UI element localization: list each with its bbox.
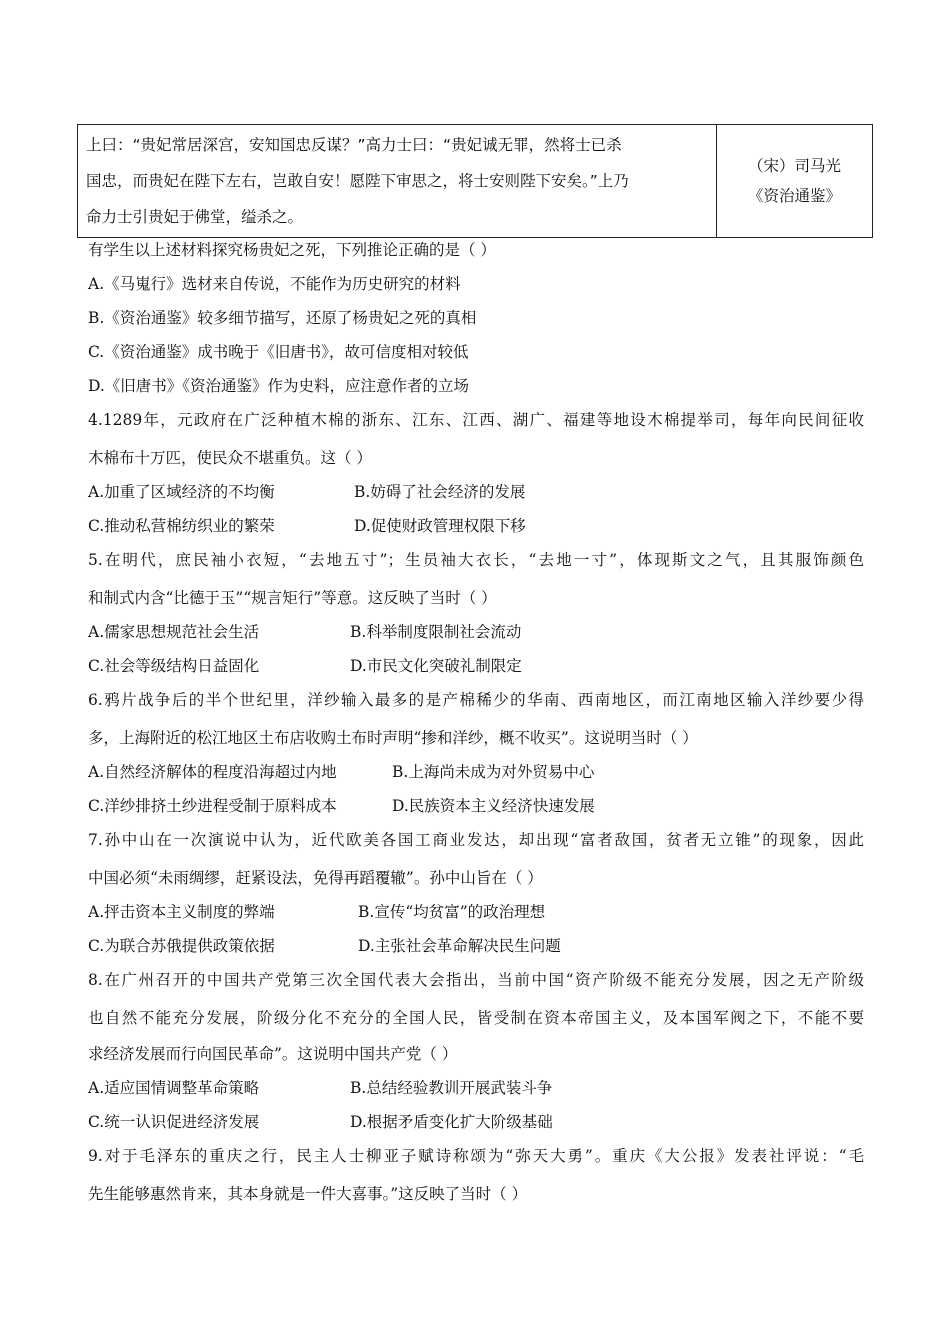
source-quote-line: 上曰：“贵妃常居深宫，安知国忠反谋？”高力士曰：“贵妃诚无罪，然将士已杀 (86, 136, 622, 154)
q7-option-a: A.抨击资本主义制度的弊端 (88, 903, 275, 921)
q6-option-c: C.洋纱排挤土纱进程受制于原料成本 (88, 797, 337, 815)
q7-stem-line: 7.孙中山在一次演说中认为，近代欧美各国工商业发达，却出现“富者敌国，贫者无立锥”的现象，因此 (88, 831, 864, 849)
q4-option-b: B.妨碍了社会经济的发展 (354, 483, 526, 501)
q7-option-b: B.宣传“均贫富”的政治理想 (358, 903, 546, 921)
source-citation (717, 125, 873, 238)
q7-option-d: D.主张社会革命解决民生问题 (358, 937, 561, 955)
q4-option-c: C.推动私营棉纺织业的繁荣 (88, 517, 275, 535)
q6-option-d: D.民族资本主义经济快速发展 (392, 797, 595, 815)
q9-stem-line: 先生能够惠然肯来，其本身就是一件大喜事。”这反映了当时（ ） (88, 1185, 528, 1203)
q5-option-a: A.儒家思想规范社会生活 (88, 623, 260, 641)
q8-option-d: D.根据矛盾变化扩大阶级基础 (350, 1113, 553, 1131)
q6-stem-line: 多，上海附近的松江地区土布店收购土布时声明“掺和洋纱，概不收买”。这说明当时（ ） (88, 729, 698, 747)
q3-option-a: A.《马嵬行》选材来自传说，不能作为历史研究的材料 (88, 275, 461, 293)
q5-option-d: D.市民文化突破礼制限定 (350, 657, 522, 675)
source-quote (78, 125, 717, 238)
source-quote-line: 命力士引贵妃于佛堂，缢杀之。 (86, 208, 304, 226)
q6-option-a: A.自然经济解体的程度沿海超过内地 (88, 763, 337, 781)
q8-option-a: A.适应国情调整革命策略 (88, 1079, 260, 1097)
q4-option-d: D.促使财政管理权限下移 (354, 517, 526, 535)
source-quote-line: 国忠，而贵妃在陛下左右，岂敢自安！愿陛下审思之，将士安则陛下安矣。”上乃 (86, 172, 629, 190)
q7-option-c: C.为联合苏俄提供政策依据 (88, 937, 275, 955)
q5-stem-line: 和制式内含“比德于玉”“规言矩行”等意。这反映了当时（ ） (88, 589, 497, 607)
q6-stem-line: 6.鸦片战争后的半个世纪里，洋纱输入最多的是产棉稀少的华南、西南地区，而江南地区输入洋纱要少得 (88, 691, 864, 709)
q5-option-b: B.科举制度限制社会流动 (350, 623, 522, 641)
q9-stem-line: 9.对于毛泽东的重庆之行，民主人士柳亚子赋诗称颂为“弥天大勇”。重庆《大公报》发表社评说：“毛 (88, 1147, 864, 1165)
q4-stem-line: 4.1289年，元政府在广泛种植木棉的浙东、江东、江西、湖广、福建等地设木棉提举司，每年向民间征收 (88, 411, 864, 429)
q3-option-d: D.《旧唐书》《资治通鉴》作为史料，应注意作者的立场 (88, 377, 470, 395)
q8-option-c: C.统一认识促进经济发展 (88, 1113, 260, 1131)
source-author: （宋）司马光 (747, 157, 841, 175)
q3-stem: 有学生以上述材料探究杨贵妃之死，下列推论正确的是（ ） (88, 241, 496, 259)
source-book: 《资治通鉴》 (747, 187, 841, 205)
q8-stem-line: 8.在广州召开的中国共产党第三次全国代表大会指出，当前中国“资产阶级不能充分发展，因之无产阶级 (88, 971, 864, 989)
source-table (77, 124, 873, 238)
q4-option-a: A.加重了区域经济的不均衡 (88, 483, 275, 501)
q6-option-b: B.上海尚未成为对外贸易中心 (392, 763, 595, 781)
q4-stem-line: 木棉布十万匹，使民众不堪重负。这（ ） (88, 449, 372, 467)
q3-option-c: C.《资治通鉴》成书晚于《旧唐书》，故可信度相对较低 (88, 343, 469, 361)
q3-option-b: B.《资治通鉴》较多细节描写，还原了杨贵妃之死的真相 (88, 309, 477, 327)
q8-stem-line: 求经济发展而行向国民革命”。这说明中国共产党（ ） (88, 1045, 458, 1063)
q5-stem-line: 5.在明代，庶民袖小衣短，“去地五寸”；生员袖大衣长，“去地一寸”，体现斯文之气，且其服饰颜色 (88, 551, 864, 569)
q5-option-c: C.社会等级结构日益固化 (88, 657, 260, 675)
q8-stem-line: 也自然不能充分发展，阶级分化不充分的全国人民，皆受制在资本帝国主义，及本国军阀之下，不能不要 (88, 1009, 864, 1027)
q8-option-b: B.总结经验教训开展武装斗争 (350, 1079, 553, 1097)
q7-stem-line: 中国必须“未雨绸缪，赶紧设法，免得再蹈覆辙”。孙中山旨在（ ） (88, 869, 543, 887)
